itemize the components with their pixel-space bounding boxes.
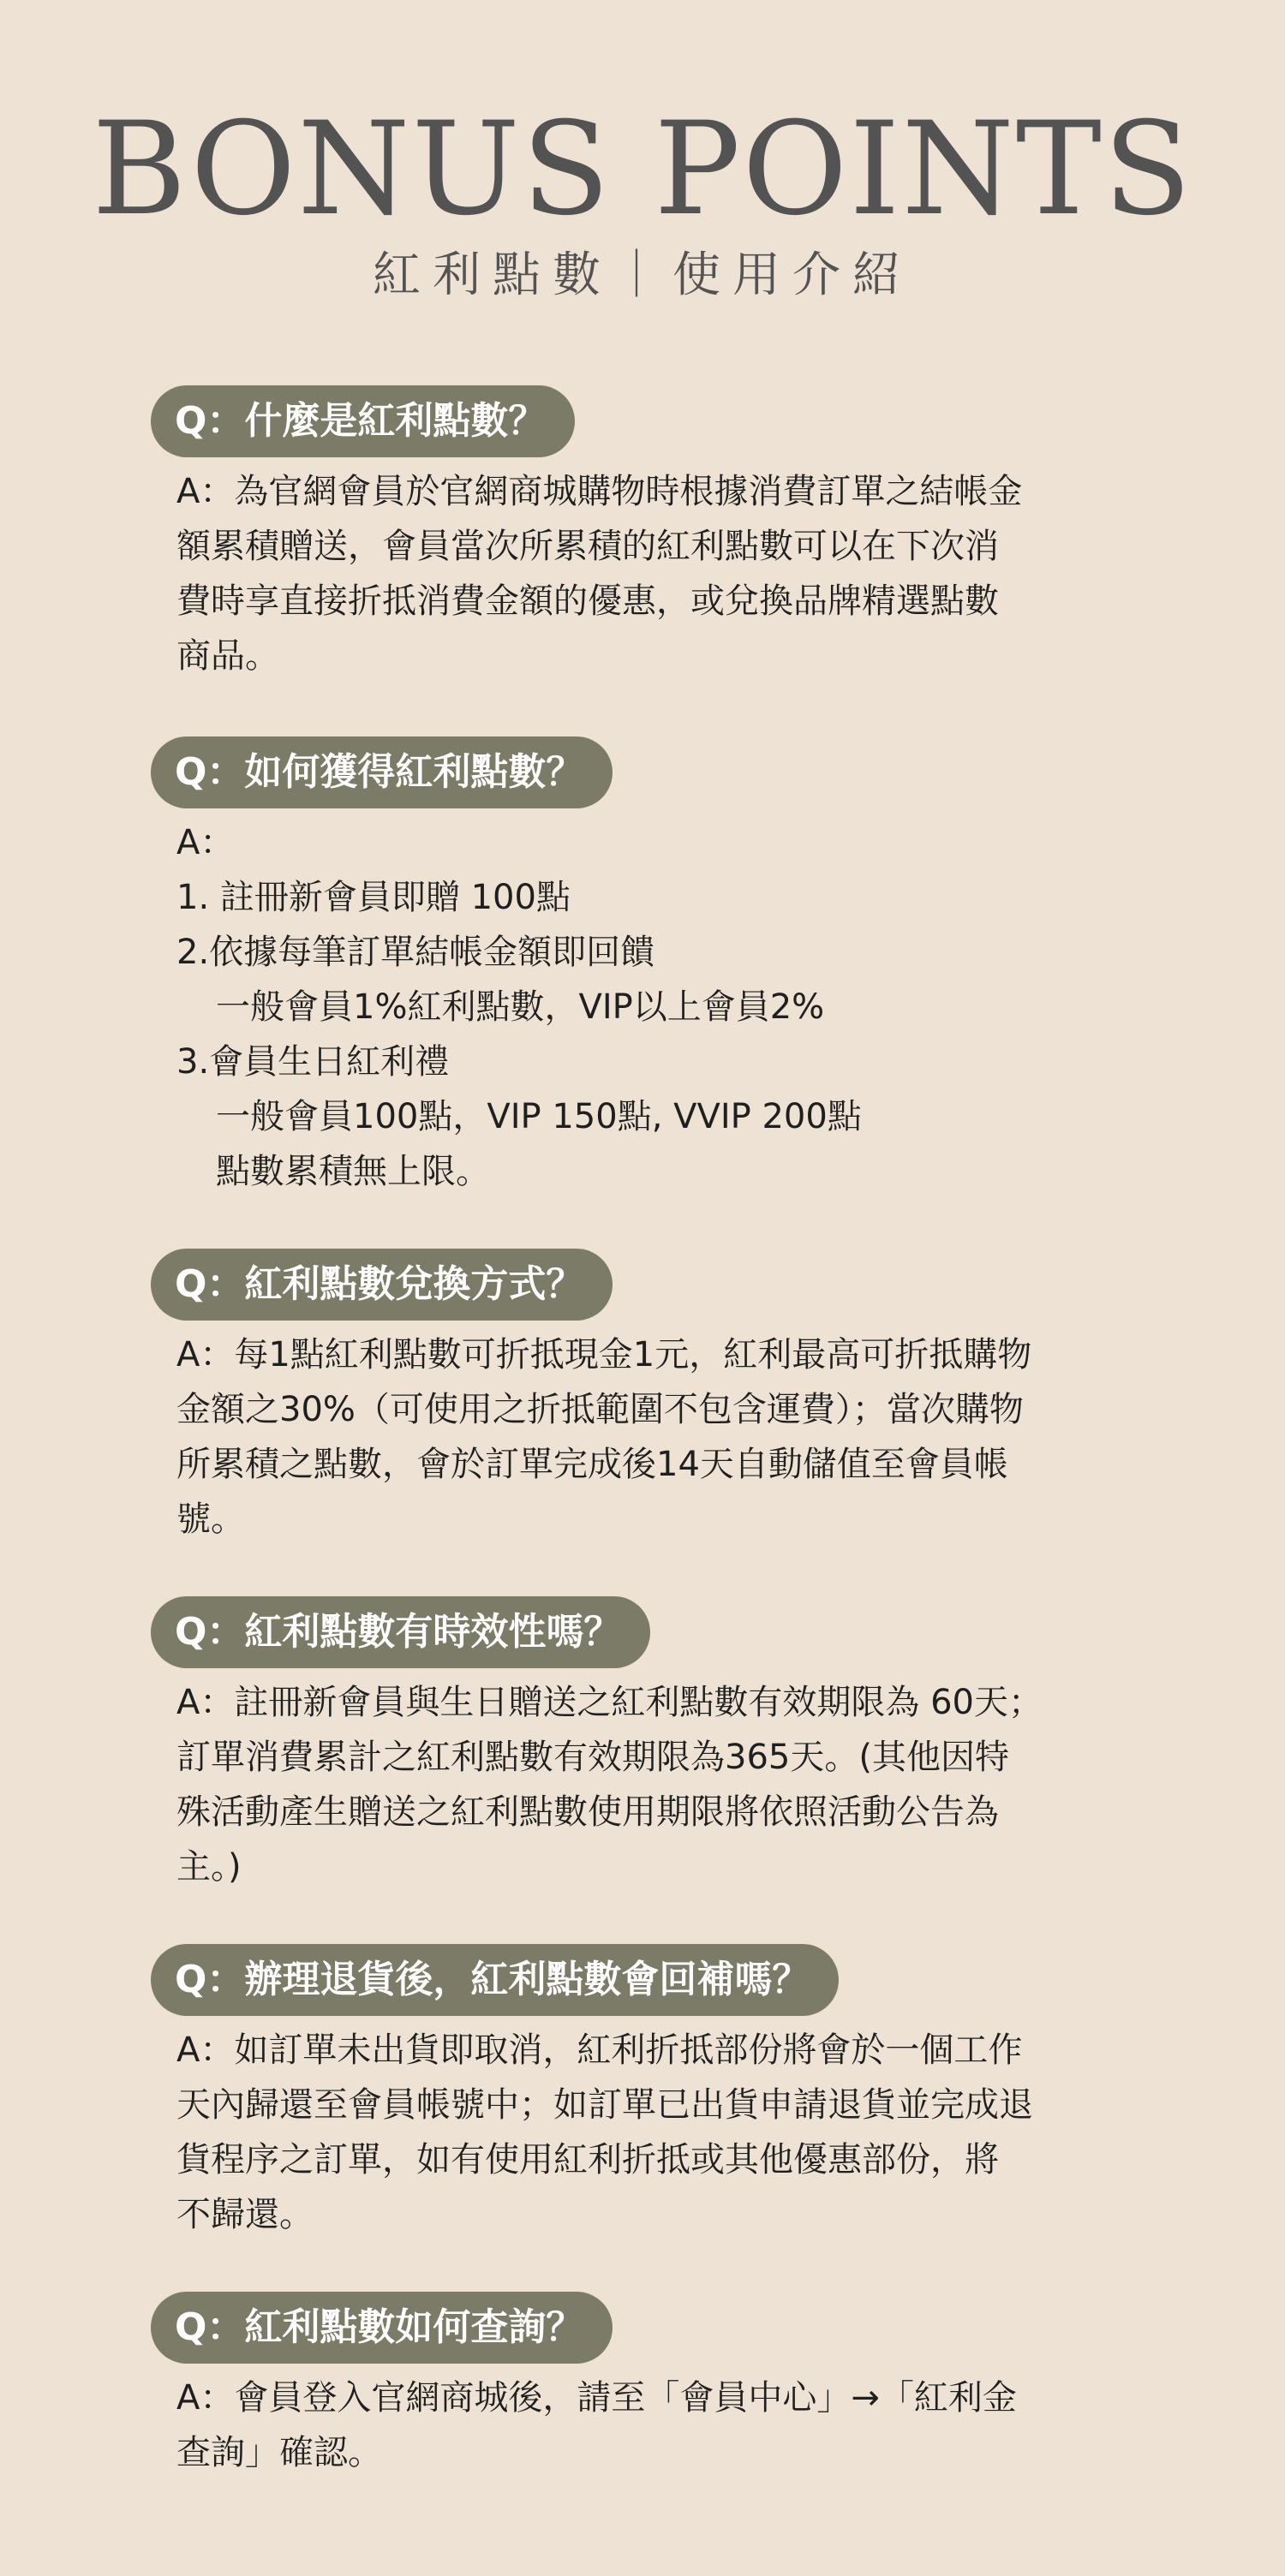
answer-line: A： xyxy=(176,823,235,862)
faq-item-what-is xyxy=(151,385,1136,683)
faq-item-lookup xyxy=(151,2292,1136,2480)
question-pill: Q：什麼是紅利點數？ xyxy=(151,385,575,457)
answer-line: 一般會員100點，VIP 150點, VVIP 200點 xyxy=(216,1097,862,1136)
answer-line: 所累積之點數，會於訂單完成後14天自動儲值至會員帳 xyxy=(176,1445,1008,1484)
answer-line: 商品。 xyxy=(176,636,279,676)
answer-text xyxy=(176,815,1136,1199)
answer-line: A：如訂單未出貨即取消，紅利折抵部份將會於一個工作 xyxy=(176,2030,1023,2070)
answer-text xyxy=(176,2370,1136,2480)
answer-line: 查詢」確認。 xyxy=(176,2433,382,2472)
page-title: BONUS POINTS xyxy=(92,95,1193,244)
answer-line: 訂單消費累計之紅利點數有效期限為365天。(其他因特 xyxy=(176,1738,1009,1777)
answer-text xyxy=(176,464,1136,683)
answer-line: 不歸還。 xyxy=(176,2195,314,2234)
answer-line: A：註冊新會員與生日贈送之紅利點數有效期限為 60天； xyxy=(176,1683,1043,1722)
question-pill: Q：紅利點數如何查詢？ xyxy=(151,2292,613,2364)
answer-line: 3.會員生日紅利禮 xyxy=(176,1042,450,1082)
answer-line: 號。 xyxy=(176,1500,245,1539)
answer-line: 貨程序之訂單，如有使用紅利折抵或其他優惠部份，將 xyxy=(176,2140,999,2179)
answer-text xyxy=(176,1327,1136,1547)
faq-item-expiry xyxy=(151,1596,1136,1894)
answer-line: 一般會員1%紅利點數，VIP以上會員2% xyxy=(216,987,825,1027)
faq-item-refund xyxy=(151,1944,1136,2242)
answer-line: A：為官網會員於官網商城購物時根據消費訂單之結帳金 xyxy=(176,472,1023,511)
answer-line: 1. 註冊新會員即贈 100點 xyxy=(176,878,571,917)
answer-line: 2.依據每筆訂單結帳金額即回饋 xyxy=(176,933,655,972)
answer-line: 天內歸還至會員帳號中；如訂單已出貨申請退貨並完成退 xyxy=(176,2085,1033,2125)
answer-line: 額累積贈送，會員當次所累積的紅利點數可以在下次消 xyxy=(176,527,999,566)
answer-text xyxy=(176,2023,1136,2242)
question-pill: Q：如何獲得紅利點數？ xyxy=(151,736,613,808)
page-subtitle: 紅利點數｜使用介紹 xyxy=(373,247,912,303)
answer-line: 費時享直接折抵消費金額的優惠，或兌換品牌精選點數 xyxy=(176,581,999,621)
answer-line: 金額之30%（可使用之折抵範圍不包含運費）；當次購物 xyxy=(176,1390,1024,1429)
answer-line: 殊活動產生贈送之紅利點數使用期限將依照活動公告為 xyxy=(176,1792,999,1832)
answer-line: A：會員登入官網商城後，請至「會員中心」→「紅利金 xyxy=(176,2378,1017,2418)
faq-item-redemption xyxy=(151,1249,1136,1547)
faq-item-how-to-earn xyxy=(151,736,1136,1199)
answer-line: 主。) xyxy=(176,1847,242,1887)
answer-line: A：每1點紅利點數可折抵現金1元，紅利最高可折抵購物 xyxy=(176,1335,1032,1374)
question-pill: Q：辦理退貨後，紅利點數會回補嗎？ xyxy=(151,1944,839,2016)
question-pill: Q：紅利點數有時效性嗎？ xyxy=(151,1596,650,1668)
answer-text xyxy=(176,1675,1136,1894)
answer-line: 點數累積無上限。 xyxy=(216,1152,490,1191)
page-header xyxy=(0,95,1285,307)
question-pill: Q：紅利點數兌換方式？ xyxy=(151,1249,613,1321)
